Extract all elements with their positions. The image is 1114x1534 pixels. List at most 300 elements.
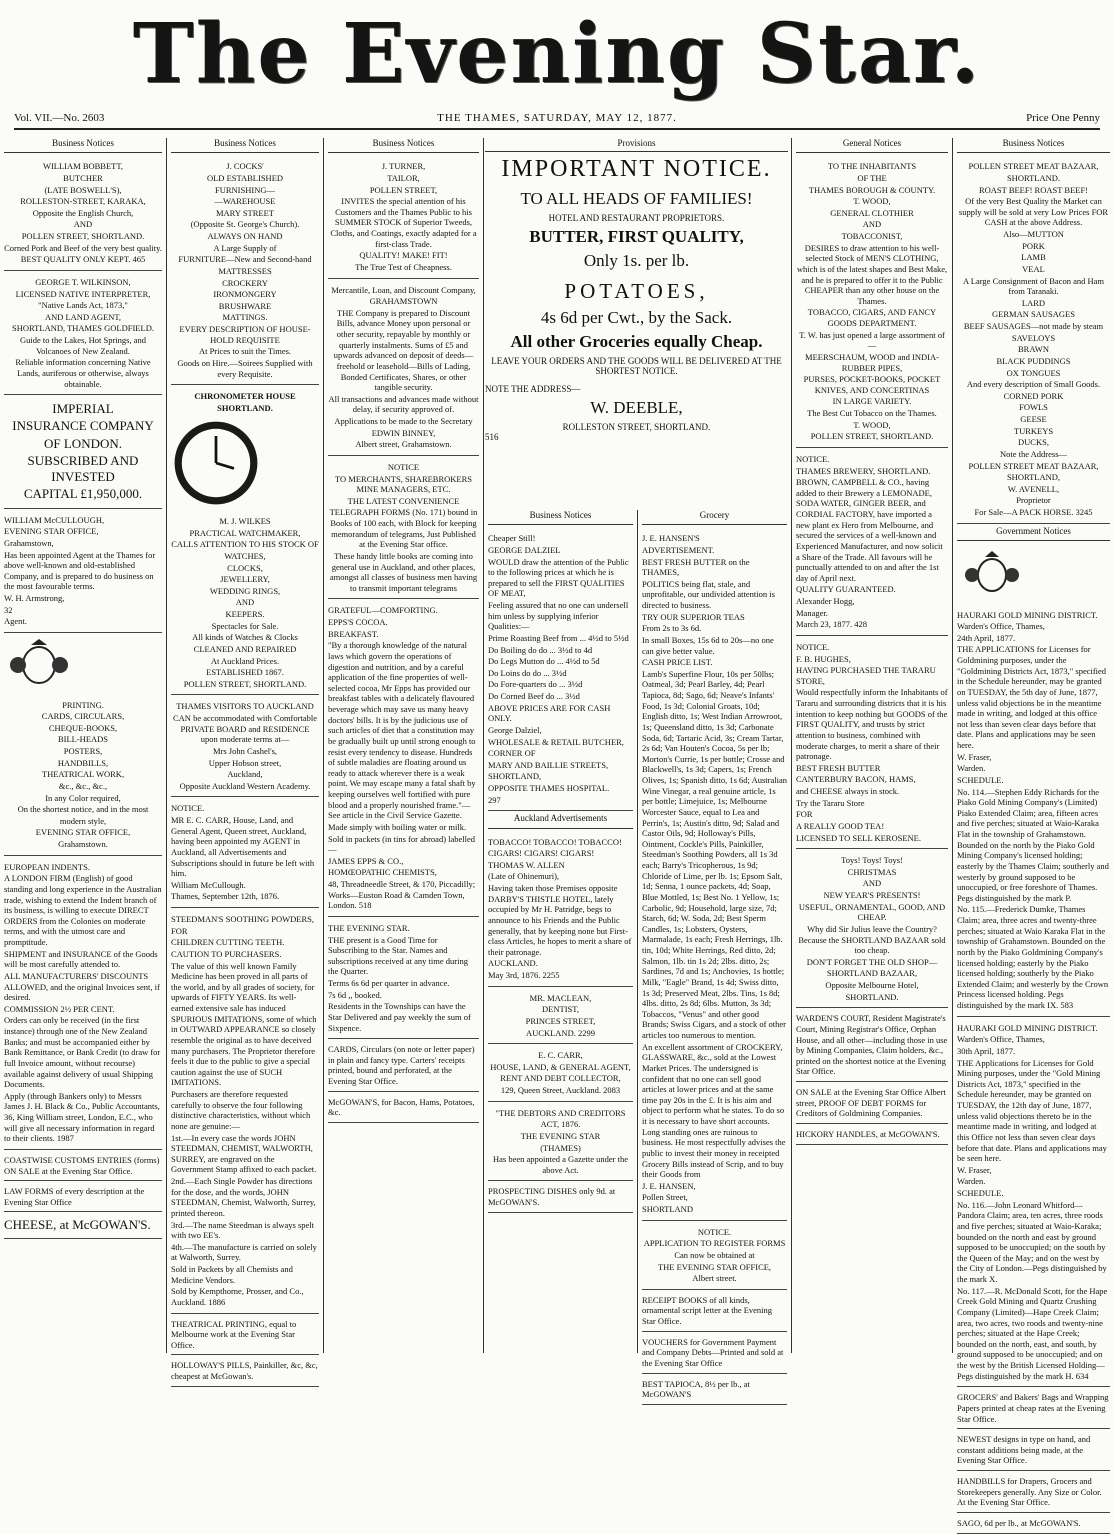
ad-line: May 3rd, 1876. 2255 <box>488 970 560 980</box>
ad-cocks-furnishing <box>171 157 319 385</box>
ad-line: Corned Pork and Beef of the very best quality. <box>4 242 162 253</box>
ad-line: CAPITAL £1,950,000. <box>23 486 143 502</box>
ad-line: SHORTLAND BAZAAR, <box>826 968 918 979</box>
ad-line: THE APPLICATIONS for Licenses for Goldmining purposes, under the "Goldmining Districts Act, 1873," specified in the Schedule hereunder, may be granted on TUESDAY, the 5th day of June, 1877, unless valid objections be in the meantime made in writing, and lodged at this office not less than seven clear days before that date. Plans and applications may be seen here. <box>957 644 1107 750</box>
ad-line: From 2s to 3s 6d. <box>642 623 702 634</box>
ad-hansen <box>642 529 787 1220</box>
masthead <box>0 0 1114 110</box>
ad-line: and CHEESE always in stock. <box>796 786 900 796</box>
ad-line: WATCHES, <box>224 550 266 561</box>
ad-line: No. 114.—Stephen Eddy Richards for the Piako Gold Mining Company's (Limited) Piako Extended Claim; area, fifteen acres and five perches; situated at Waio-Karaka Flat in the township of Grahamstown. Bounded on the north by the Piako Gold Mining Company's licensed holding; easterly by the Thames Claim; southerly and westerly by ground supposed to be unoccupied, or free foreshore of Thames. Pegs distinguished by the mark P. <box>957 786 1109 903</box>
ad-line: Applications to be made to the Secretary <box>334 416 473 426</box>
ad-line: MATTRESSES <box>218 265 272 276</box>
ad-line: No. 115.—Frederick Dumke, Thames Claim; area, three acres and twenty-three perches; situated at Waio Karaka Flat in the township of Grahamstown. Bounded on the north by the Piako Goldmining Company's licensed holding; easterly by the Piako licensed holding; southerly by the Piako Extended Claim; and westerly by the Crown Princess licensed holding. Pegs distinguished by the mark IX. 583 <box>957 904 1109 1010</box>
ad-line: Warden. <box>957 763 986 774</box>
ad-line: IRONMONGERY <box>213 289 277 300</box>
ad-line: Made simply with boiling water or milk. <box>328 821 467 832</box>
ad-line: TOBACCO, CIGARS, AND FANCY GOODS DEPARTMENT. <box>807 307 937 328</box>
ad-line: POLITICS being flat, stale, and unprofitable, our undivided attention is directed to business. <box>642 578 775 610</box>
ad-evening-star <box>328 919 479 1039</box>
butter-price: Only 1s. per lb. <box>583 251 690 270</box>
ad-line: GRAHAMSTOWN <box>369 296 438 307</box>
ad-line: ALWAYS ON HAND <box>207 231 283 241</box>
ad-line: TO THE INHABITANTS <box>827 161 917 172</box>
section-header: Business Notices <box>171 138 319 153</box>
coat-of-arms-icon <box>4 639 74 689</box>
ad-line: Agent. <box>4 616 27 627</box>
ad-line: Has been appointed a Gazette under the above Act. <box>493 1154 628 1175</box>
ad-line: WILLIAM BOBBETT, <box>42 161 124 172</box>
potatoes-heading: POTATOES, <box>564 279 709 303</box>
ad-line: RENT AND DEBT COLLECTOR, <box>500 1073 621 1084</box>
section-header: General Notices <box>796 138 948 153</box>
ad-line: GRATEFUL—COMFORTING. <box>328 605 438 616</box>
ad-line: THE present is a Good Time for Subscribing to the Star. Names and subscriptions received at any time during the Quarter. <box>328 934 468 977</box>
ad-line: Goods on Hire.—Soirees Supplied with every Requisite. <box>177 357 313 379</box>
ad-line: Alexander Hogg, <box>796 596 855 606</box>
ad-line: Mercantile, Loan, and Discount Company, <box>331 284 476 295</box>
ad-line: Do Boiling do do ... 3½d to 4d <box>488 644 593 655</box>
ad-line: Warden. <box>957 1176 986 1187</box>
ad-line: AND <box>862 219 882 230</box>
ad-line: CHRISTMAS <box>847 866 897 877</box>
ad-line: Has been appointed Agent at the Thames for above well-known and old-established Company, and is prepared to do business on the most favourable terms. <box>4 549 156 592</box>
ad-line: BROWN, CAMPBELL & CO., having added to their Brewery a LEMONADE, SODA WATER, GINGER BEER, and CORDIAL FACTORY, have imported a new plant ex Hero from Melbourne, and secured the services of a well-known and Experienced Manufacturer, and now solicit a Share of the Trade. All favours will be punctually attended to on and after the 1st day of April next. <box>796 477 943 583</box>
ad-line: THE EVENING STAR. <box>328 922 410 933</box>
ad-cards-circulars: CARDS, Circulars (on note or letter paper) in plain and fancy type. Carters' receipts printed, bound and perforated, at the Evening Star Office. <box>328 1041 479 1092</box>
ad-line: POLLEN STREET, <box>369 184 438 195</box>
ad-line: F. B. HUGHES, <box>796 653 851 664</box>
ad-line: George Dalziel, <box>488 724 542 735</box>
ad-hauraki-2 <box>957 1019 1110 1388</box>
ad-maclean-dentist <box>488 989 633 1045</box>
issue-date: THE THAMES, SATURDAY, MAY 12, 1877. <box>437 112 677 124</box>
ad-line: Prime Roasting Beef from ... 4½d to 5½d <box>488 632 629 643</box>
ad-line: 1st.—In every case the words JOHN STEEDMAN, CHEMIST, WALWORTH, SURREY, are engraved on the Government Stamp affixed to each packet. <box>171 1132 317 1175</box>
column-grocery <box>638 510 791 1400</box>
ad-steedmans-powders <box>171 910 319 1314</box>
ad-line: ACT, 1876. <box>540 1119 581 1130</box>
ad-line: The Best Cut Tobacco on the Thames. <box>807 408 937 418</box>
ad-line: VEAL <box>1022 263 1045 274</box>
ad-line: "By a thorough knowledge of the natural laws which govern the operations of digestion and nutrition, and by a careful application of the fine properties of well-selected cocoa, Mr Epps has provided our breakfast tables with a delicately flavoured beverage which may save us many heavy doctors' bills. It is by the judicious use of such articles of diet that a constitution may be gradually built up until strong enough to resist every tendency to disease. Hundreds of subtle maladies are floating around us ready to attack wherever there is a weak point. We may escape many a fatal shaft by keeping ourselves well fortified with pure blood and a properly nourished frame."—See article in the Civil Service Gazette. <box>328 640 476 821</box>
ad-line: SHORTLAND. <box>217 402 273 413</box>
ad-line: Note the Address— <box>999 448 1068 459</box>
section-header: Auckland Advertisements <box>488 813 633 828</box>
ad-line: "THE DEBTORS AND CREDITORS <box>495 1107 626 1118</box>
ad-line: CORNED PORK <box>1003 390 1064 401</box>
ad-line: INSURANCE COMPANY <box>12 418 154 434</box>
ad-line: J. TURNER, <box>381 161 426 172</box>
ad-imperial-insurance <box>4 397 162 509</box>
ad-line: 7s 6d ,, booked. <box>328 989 382 1000</box>
ad-line: BRAWN <box>1018 344 1049 355</box>
ad-line: 48, Threadneedle Street, & 170, Piccadilly; Works—Euston Road & Camden Town, London. 518 <box>328 879 476 911</box>
ad-line: A Large Consignment of Bacon and Ham from Taranaki. <box>962 275 1104 297</box>
ad-mercantile-loan <box>328 281 479 456</box>
ad-line: PRINTING. <box>62 699 104 710</box>
ad-line: Try the Tararu Store <box>796 797 865 808</box>
ad-meat-bazaar <box>957 157 1110 523</box>
ad-line: INVITES the special attention of his Customers and the Thames Public to his SUMMER STOCK of Superior Tweeds, Cloths, and Coatings, exactly adapted for a first-class Trade. <box>330 196 477 249</box>
ad-line: COMMISSION 2½ PER CENT. <box>4 1003 115 1014</box>
ad-line: HOUSE, LAND, & GENERAL AGENT, <box>490 1061 631 1072</box>
ad-line: PORK <box>1022 240 1045 251</box>
price: Price One Penny <box>1026 112 1100 124</box>
ad-vouchers: VOUCHERS for Government Payment and Company Debts—Printed and sold at the Evening Star Office <box>642 1334 787 1374</box>
ad-line: CAUTION TO PURCHASERS. <box>171 948 282 959</box>
ad-line: Do Legs Mutton do ... 4½d to 5d <box>488 656 600 667</box>
column-2 <box>167 138 323 1381</box>
ad-line: CROCKERY <box>222 277 268 288</box>
ad-telegraph-forms <box>328 458 479 600</box>
ad-line: SAVELOYS <box>1011 332 1056 343</box>
ad-line: IMPERIAL <box>52 401 114 417</box>
section-header: Provisions <box>485 138 788 152</box>
ad-line: NEW YEAR'S PRESENTS! <box>823 890 921 900</box>
volume-number: Vol. VII.—No. 2603 <box>14 112 105 124</box>
ad-line: CORNER OF <box>488 748 536 759</box>
ad-thames-brewery <box>796 450 948 636</box>
ad-line: NOTICE <box>387 461 420 472</box>
ad-line: Sold by Kempthorne, Prosser, and Co., Auckland. 1886 <box>171 1286 304 1307</box>
ad-line: THEATRICAL WORK, <box>41 769 125 780</box>
ad-line: DUCKS, <box>1018 437 1049 448</box>
ad-carr-notice <box>171 799 319 908</box>
ad-line: FURNITURE—New and Second-hand <box>178 254 312 265</box>
ad-line: A Large Supply of <box>213 242 277 253</box>
ad-theatrical-printing: THEATRICAL PRINTING, equal to Melbourne work at the Evening Star Office. <box>171 1316 319 1356</box>
ad-line: POLLEN STREET, SHORTLAND. <box>810 431 934 442</box>
ad-line: A LONDON FIRM (English) of good standing and long experience in the Australian trade, wishing to extend the Indent branch of its business, is willing to execute DIRECT ORDERS from the Colonies on moderate terms, and with the utmost care and promptitude. <box>4 873 162 947</box>
ad-line: Opposite Auckland Western Academy. <box>179 780 311 791</box>
ad-line: Warden's Office, Thames, <box>957 621 1045 632</box>
ad-line: Do Loins do do ... 3½d <box>488 667 567 678</box>
ad-wilkinson <box>4 273 162 395</box>
ad-line: EDWIN BINNEY, <box>371 427 436 438</box>
ad-mcgowans-bacon: McGOWAN'S, for Bacon, Hams, Potatoes, &c. <box>328 1094 479 1123</box>
ad-line: OX TONGUES <box>1006 367 1061 378</box>
ad-line: T. W. has just opened a large assortment of— <box>799 329 945 351</box>
ad-line: THE LATEST CONVENIENCE <box>347 495 460 506</box>
ad-line: THE Company is prepared to Discount Bills, advance Money upon personal or other security, repayable by monthly or quarterly instalments. Sums of £5 and upwards advanced on deposit of deeds—freehold or leasehold—Bills of Lading, Bonded Certificates, Shares, or other tangible security. <box>333 307 474 393</box>
ad-toys <box>796 851 948 1008</box>
newspaper-title: The Evening Star. <box>132 6 982 102</box>
potatoes-price: 4s 6d per Cwt., by the Sack. <box>540 308 733 327</box>
ad-line: AND <box>73 219 93 230</box>
ad-line: KEEPERS. <box>225 609 265 619</box>
ad-coastwise-entries: COASTWISE CUSTOMS ENTRIES (forms) ON SALE at the Evening Star Office. <box>4 1152 162 1181</box>
ad-line: (Opposite St. George's Church). <box>190 219 300 230</box>
ad-line: ABOVE PRICES ARE FOR CASH ONLY. <box>488 702 611 724</box>
ad-line: EUROPEAN INDENTS. <box>4 861 90 872</box>
ad-line: FOR <box>796 809 813 820</box>
ad-line: J. E. HANSEN, <box>642 1180 696 1191</box>
ad-line: ESTABLISHED 1867. <box>206 667 284 678</box>
clock-icon <box>171 418 261 508</box>
ad-line: On the shortest notice, and in the most <box>17 804 149 815</box>
column-1 <box>0 138 166 1353</box>
ad-line: (THAMES) <box>540 1142 581 1153</box>
ad-line: CAN be accommodated with Comfortable PRIVATE BOARD and RESIDENCE upon moderate terms at— <box>173 713 317 745</box>
ad-line: 4th.—The manufacture is carried on solely at Walworth, Surrey. <box>171 1241 317 1263</box>
ad-line: These handy little books are coming into general use in Auckland, and other places, amongst all classes of business men having to transmit important telegrams <box>329 550 478 593</box>
ad-line: AND LAND AGENT, <box>44 311 122 322</box>
ad-line: TELEGRAPH FORMS (No. 171) bound in Books of 100 each, with Block for keeping memorandum of telegrams, Just Published at the Evening Star office. <box>329 507 478 550</box>
ad-line: Thames, September 12th, 1876. <box>171 891 280 902</box>
ad-line: 30th April, 1877. <box>957 1045 1016 1056</box>
ad-line: At Prices to suit the Times. <box>198 346 292 357</box>
ad-line: 297 <box>488 794 501 805</box>
ad-mccullough <box>4 511 162 633</box>
ad-line: LAMB <box>1021 252 1046 263</box>
ad-line: TAILOR, <box>387 172 420 183</box>
ad-line: AUCKLAND. <box>488 958 538 969</box>
address-note: NOTE THE ADDRESS— <box>485 384 581 394</box>
ad-line: CHILDREN CUTTING TEETH. <box>171 937 285 948</box>
ad-line: CHRONOMETER HOUSE <box>194 391 296 402</box>
ad-line: CASH PRICE LIST. <box>642 657 713 668</box>
ad-line: 2nd.—Each Single Powder has directions for the dose, and the words, JOHN STEEDMAN, Chemist, Walworth, Surrey, printed thereon. <box>171 1176 316 1218</box>
ad-line: CALLS ATTENTION TO HIS STOCK OF <box>171 539 319 550</box>
ad-line: FOWLS <box>1019 402 1048 413</box>
butter-heading: BUTTER, FIRST QUALITY, <box>529 227 744 246</box>
ad-line: LARD <box>1021 297 1046 308</box>
delivery-note: LEAVE YOUR ORDERS AND THE GOODS WILL BE DELIVERED AT THE SHORTEST NOTICE. <box>491 356 782 376</box>
ad-line: SHORTLAND. <box>1006 172 1061 183</box>
ad-line: 32 <box>4 604 13 615</box>
ad-line: HANDBILLS, <box>57 757 109 768</box>
ad-line: SCHEDULE. <box>957 1188 1004 1198</box>
ad-line: SUBSCRIBED AND INVESTED <box>27 452 139 485</box>
ad-line: For Sale—A PACK HORSE. 3245 <box>974 507 1093 517</box>
ad-line: TO MERCHANTS, SHAREBROKERS MINE MANAGERS, ETC. <box>334 473 473 495</box>
ad-number: 516 <box>485 432 499 442</box>
ad-line: E. C. CARR, <box>538 1050 583 1061</box>
ad-line: Would respectfully inform the Inhabitants of Tararu and surrounding districts that it is his intention to keep nothing but GOODS of the FIRST QUALITY, and trusts by strict attention to business, combined with moderate charges, to merit a share of their patronage. <box>796 687 948 762</box>
ad-line: IN LARGE VARIETY. <box>832 396 912 407</box>
ad-line: BREAKFAST. <box>328 628 379 639</box>
ad-thames-visitors <box>171 697 319 797</box>
column-4b <box>484 510 637 1353</box>
ad-line: CANTERBURY BACON, HAMS, <box>796 774 916 785</box>
ad-line: Opposite Melbourne Hotel, <box>825 980 919 990</box>
ad-line: HOMŒOPATHIC CHEMISTS, <box>328 867 437 878</box>
ad-prospecting-dishes: PROSPECTING DISHES only 9d. at McGOWAN'S. <box>488 1183 633 1212</box>
ad-line: Terms 6s 6d per quarter in advance. <box>328 978 450 988</box>
ad-line: HAURAKI GOLD MINING DISTRICT. <box>957 609 1098 620</box>
ad-line: In small Boxes, 15s 6d to 20s—no one can give better value. <box>642 634 774 656</box>
ad-line: No. 117.—R. McDonald Scott, for the Hape Creek Gold Mining and Quartz Crushing Company (Limited)—Hape Creek Claim; area, two acres, two roods and twenty-nine perches; situated at the Hape Creek; bounded on the north, east, and south, by ground supposed to be unoccupied; and on the west by the British Licensed Holding—Pegs distinguished by the mark H. 634 <box>957 1285 1108 1381</box>
ad-line: QUALITY! MAKE! FIT! <box>359 250 448 261</box>
ad-line: OF LONDON. <box>44 435 122 451</box>
ad-tapioca: BEST TAPIOCA, 8½ per lb., at McGOWAN'S <box>642 1376 787 1405</box>
ad-line: W. Fraser, <box>957 751 992 762</box>
ad-line: NOTICE. <box>697 1226 732 1237</box>
column-5 <box>792 138 952 1353</box>
column-6 <box>953 138 1114 1528</box>
section-header: Business Notices <box>488 510 633 525</box>
ad-line: SHORTLAND, <box>1006 472 1061 483</box>
ad-line: EVERY DESCRIPTION OF HOUSE-HOLD REQUISITE <box>179 324 311 345</box>
ad-line: POSTERS, <box>63 746 103 756</box>
ad-line: HAURAKI GOLD MINING DISTRICT. <box>957 1022 1098 1033</box>
groceries-cheap: All other Groceries equally Cheap. <box>510 332 763 351</box>
ad-line: Grahamstown. <box>58 839 108 849</box>
ad-line: Sold in Packets by all Chemists and Medicine Vendors. <box>171 1264 293 1285</box>
ad-line: No. 116.—John Leonard Whitford—Pandora Claim; area, ten acres, three roods and five perches; situated at Waio-Karaka; bounded on the north and east by ground supposed to be unoccupied; on the south by the Queen of the May; and on the west by the City of London.—Pegs distinguished by the mark X. <box>957 1199 1107 1284</box>
ad-line: THE EVENING STAR <box>520 1130 601 1141</box>
ad-sago: SAGO, 6d per lb., at McGOWAN'S. <box>957 1515 1110 1534</box>
ad-line: SCHEDULE. <box>957 774 1004 785</box>
ad-line: THOMAS W. ALLEN <box>488 859 565 870</box>
ad-line: In any Color required, <box>45 792 121 803</box>
ad-line: Spectacles for Sale. <box>211 620 279 631</box>
ad-line: THAMES BREWERY, SHORTLAND. <box>796 465 931 476</box>
ad-line: Purchasers are therefore requested carefully to observe the four following distinctive characteristics, without which none are genuine:— <box>171 1089 311 1131</box>
ad-line: Guide to the Lakes, Hot Springs, and Volcanoes of New Zealand. <box>19 335 147 356</box>
ad-line: Mrs John Cashel's, <box>212 745 278 756</box>
ad-epps-cocoa <box>328 601 479 917</box>
ad-line: A REALLY GOOD TEA! <box>796 820 885 831</box>
ad-line: NOTICE. <box>796 453 830 464</box>
ad-line: CIGARS! CIGARS! CIGARS! <box>488 848 595 859</box>
ad-line: MARY AND BAILLIE STREETS, <box>488 759 609 770</box>
ad-line: WEDDING RINGS, <box>209 585 281 596</box>
ad-line: Cheaper Still! <box>488 533 536 544</box>
dateline <box>14 112 1100 130</box>
ad-line: Of the very Best Quality the Market can supply will be sold at very Low Prices FOR CASH at the above Address. <box>958 196 1109 228</box>
ad-carr-agent <box>488 1046 633 1102</box>
ad-line: W. H. Armstrong, <box>4 593 65 603</box>
ad-line: TURKEYS <box>1013 425 1054 436</box>
ad-line: GEESE <box>1020 414 1047 424</box>
ad-line: PURSES, POCKET-BOOKS, POCKET KNIVES, AND CONCERTINAS <box>803 374 941 395</box>
ad-turner-tailor <box>328 157 479 278</box>
ad-line: Albert street, Grahamstown. <box>355 439 452 450</box>
ad-line: William McCullough. <box>171 879 246 890</box>
ad-line: GERMAN SAUSAGES <box>992 309 1075 320</box>
ad-line: &c., &c., &c., <box>58 780 108 791</box>
ad-line: OF THE <box>857 172 887 183</box>
ad-line: CARDS, CIRCULARS, <box>41 711 125 722</box>
ad-line: T. WOOD, <box>853 196 891 207</box>
ad-line: 3rd.—The name Steedman is always spelt with two EE's. <box>171 1219 315 1241</box>
deeble-address: ROLLESTON STREET, SHORTLAND. <box>562 422 711 432</box>
ad-line: MARY STREET <box>215 207 274 218</box>
ad-printing <box>4 696 162 856</box>
ad-line: J. E. HANSEN'S <box>642 533 700 544</box>
ad-line: Lamb's Superfine Flour, 10s per 50lbs; Oatmeal, 3d; Pearl Barley, 4d; Pearl Tapioca, 8d; Sago, 6d; Neave's Infants' Food, 1s 3d; Colonial Groats, 10d; English ditto, 1s; West Indian Arrowroot, 1s; Queensland ditto, 1s 3d; Carbonate Soda, 6d; Tartaric Acid, 3s; Cream Tartar, 2s 6d; Van Houten's Cocoa, 5s per lb; Morton's Currie, 1s per bottle; Crosse and Blackwell's, 1s 3d; Capers, 1s; French Olives, 1s; Spanish ditto, 1s 6d; Australian Wine Vinegar, a real genuine article, 1s per bottle; Limejuice, 1s; Melbourne Worcester Sauce, equal to Lea and Perrin's, 1s; Austin's ditto, 9d; Salad and Castor Oils, 9d; Holloway's Pills, Ointment, Cockle's Pills, Painkiller, Steedman's Soothing Powders, all 1s 3d each; Barry's Tricopherous, 1s 9d; Chloride of Lime, per lb. 1s; Epsom Salt, 1d; Senna, 1 ounce packets, 4d; Soap, Blue Mottled, 1s; Best No. 1 Yellow, 1s; Carbolic, 9d; Household, large size, 7d; Starch, 6d; W. Soda, 2d; Best Sperm Candles, 1s; Lobsters, Oysters, Marmalade, 1s each; Fresh Herrings, 1lb. tin, 10d; White Herrings, Red ditto, 2d; Salmon, 1lb. tin 1s 2d; 2lbs. ditto, 2s; Sardines, 7d and 1s; Anchovies, 1s bottle; Milk, "Eagle" Brand, 1s 4d; Swiss ditto, 1s 3d; Preserved Meat, 2lbs. Tins, 1s 8d; 4lbs. ditto, 2s 8d; 6lbs. Mutton, 3s 3d; Tobaccos, "Venus" and other good Brands; Swiss Cigars, and a stock of other articles too numerous to mention. <box>642 668 787 1040</box>
ad-wardens-court: WARDEN'S COURT, Resident Magistrate's Court, Mining Registrar's Office, Orphan House, and all other—including those in use by Mining Companies, Claim holders, &c., printed on the shortest notice at the Evening Star Office. <box>796 1010 948 1082</box>
ad-line: Do Corned Beef do ... 3½d <box>488 691 580 701</box>
ad-register-forms <box>642 1223 787 1290</box>
ad-line: BLACK PUDDINGS <box>996 355 1071 366</box>
ad-line: BEST FRESH BUTTER <box>796 762 881 773</box>
ad-line: Can now be obtained at <box>674 1249 755 1260</box>
ad-line: TOBACCONIST, <box>841 231 903 241</box>
ad-line: QUALITY GUARANTEED. <box>796 584 896 595</box>
ad-line: BILL-HEADS <box>57 734 109 745</box>
ad-receipt-books: RECEIPT BOOKS of all kinds, ornamental script letter at the Evening Star Office. <box>642 1292 787 1332</box>
ad-line: BEEF SAUSAGES—not made by steam <box>963 321 1104 331</box>
ad-hauraki-1 <box>957 606 1110 1017</box>
hotel-proprietors: HOTEL AND RESTAURANT PROPRIETORS. <box>548 213 725 223</box>
ad-line: EVENING STAR OFFICE, <box>35 827 131 838</box>
ad-line: GEORGE DALZIEL <box>488 544 561 555</box>
ad-line: TOBACCO! TOBACCO! TOBACCO! <box>488 836 622 847</box>
ad-line: M. J. WILKES <box>219 516 271 526</box>
ad-line: SHORTLAND. <box>845 991 899 1002</box>
ad-grocers-bags: GROCERS' and Bakers' Bags and Wrapping Papers printed at cheap rates at the Evening Star Office. <box>957 1389 1110 1429</box>
ad-dalziel-butcher <box>488 529 633 811</box>
ad-line: AND <box>235 597 255 608</box>
ad-line: Manager. <box>796 607 828 618</box>
ad-line: The value of this well known Family Medicine has been proved in all parts of the world, and by all grades of society, for upwards of FIFTY YEARS. Its well-earned extensive sale has induced SPURIOUS IMITATIONS, some of which in OUTWARD APPEARANCE so closely resemble the original as to have deceived many purchasers. The Proprietor therefore feels it due to the public to give a special caution against the use of SUCH IMITATIONS. <box>171 960 317 1088</box>
ad-line: MEERSCHAUM, WOOD and INDIA-RUBBER PIPES, <box>805 351 939 373</box>
ad-line: JAMES EPPS & CO., <box>328 855 404 866</box>
ad-line: "Native Lands Act, 1873," <box>38 300 128 311</box>
ad-hughes-tararu <box>796 638 948 849</box>
ad-line: THAMES VISITORS TO AUCKLAND <box>176 701 314 712</box>
ad-line: Proprietor <box>1016 495 1051 506</box>
ad-line: PRINCES STREET, <box>525 1015 596 1026</box>
ad-line: FOR <box>171 925 188 936</box>
ad-line: An excellent assortment of CROCKERY, GLASSWARE, &c., sold at the Lowest Market Prices. The undersigned is confident that no one can sell good articles at lower prices and at the same time pay 20s in the £. It is his aim and object to perform what he states. To do so it is necessary to have short accounts. Long standing ones are ruinous to business. He most respectfully advises the public to invest their money in receipted Grocery Bills instead of Scrip, and to buy their Goods from <box>642 1041 786 1180</box>
ad-line: Auckland, <box>227 769 263 780</box>
section-header: Government Notices <box>957 526 1110 541</box>
ad-line: 24th April, 1877. <box>957 632 1016 643</box>
ad-line: POLLEN STREET MEAT BAZAAR, <box>968 161 1099 172</box>
ad-line: The True Test of Cheapness. <box>355 261 452 272</box>
ad-line: modern style, <box>59 815 107 826</box>
ad-line: STEEDMAN'S SOOTHING POWDERS, <box>171 914 314 924</box>
ad-line: Do Fore-quarters do ... 3½d <box>488 679 583 690</box>
ad-proof-of-debt: ON SALE at the Evening Star Office Albert street, PROOF OF DEBT FORMS for Creditors of Goldmining Companies. <box>796 1084 948 1124</box>
ad-line: SHIPMENT and INSURANCE of the Goods will be most carefully attended to. <box>4 948 158 970</box>
ad-line: GEORGE T. WILKINSON, <box>35 276 131 287</box>
ad-line: Toys! Toys! Toys! <box>841 855 903 866</box>
ad-line: THE EVENING STAR OFFICE, <box>657 1261 772 1272</box>
ad-line: Residents in the Townships can have the Star Delivered and pay weekly the sum of Sixpence. <box>328 1001 471 1033</box>
ad-line: DESIRES to draw attention to his well-selected Stock of MEN'S CLOTHING, which is of the latest shapes and Best Make, and he is prepared to offer it to the Public CHEAPER than any other house on the Thames. <box>796 242 948 306</box>
ad-line: JEWELLERY, <box>220 574 270 585</box>
ad-line: DON'T FORGET THE OLD SHOP— <box>806 956 938 967</box>
ad-line: Pollen Street, <box>642 1192 688 1203</box>
ad-line: THAMES BOROUGH & COUNTY. <box>808 184 936 195</box>
ad-line: THE Applications for Licenses for Gold Mining purposes, under the "Gold Mining Districts Act, 1873," specified in the Schedule hereunder, may be granted on TUESDAY, the 12th day of June, 1877, unless valid objections thereto be in the meantime made in writing, and lodged at this Office not less than seven clear days before that date. Plans and applications may be seen here. <box>957 1057 1107 1164</box>
ad-line: CLOCKS, <box>227 562 263 573</box>
section-header: Business Notices <box>328 138 479 153</box>
ad-line: CHEQUE-BOOKS, <box>48 722 118 733</box>
ad-line: ROLLESTON-STREET, KARAKA, <box>20 196 146 207</box>
ad-line: Orders can only be received (in the first instance) through one of the New Zealand Banks; and must be accompanied either by Bank Remittance, or Bank Credit (to draw for full Invoice amount, without recourse) available against delivery of usual Shipping Documents. <box>4 1015 161 1090</box>
ad-line: Sold in packets (in tins for abroad) labelled— <box>328 833 476 855</box>
ad-line: Also—MUTTON <box>1003 229 1064 239</box>
ad-line: OLD ESTABLISHED <box>206 172 284 183</box>
deeble-name: W. DEEBLE, <box>590 398 683 417</box>
ad-line: T. WOOD, <box>853 419 891 430</box>
important-notice: IMPORTANT NOTICE. <box>501 156 772 182</box>
ad-line: APPLICATION TO REGISTER FORMS <box>643 1238 786 1249</box>
ad-line: EPPS'S COCOA. <box>328 617 388 627</box>
ad-line: Feeling assured that no one can undersell him unless by supplying inferior Qualities:— <box>488 600 629 632</box>
ad-line: USEFUL, ORNAMENTAL, GOOD, AND CHEAP. <box>798 901 946 923</box>
ad-line: Why did Sir Julius leave the Country? Because the SHORTLAND BAZAAR sold too cheap. <box>798 923 946 956</box>
column-3 <box>324 138 483 1353</box>
provisions-ad <box>485 138 788 442</box>
ad-line: LICENSED NATIVE INTERPRETER, <box>15 288 151 299</box>
